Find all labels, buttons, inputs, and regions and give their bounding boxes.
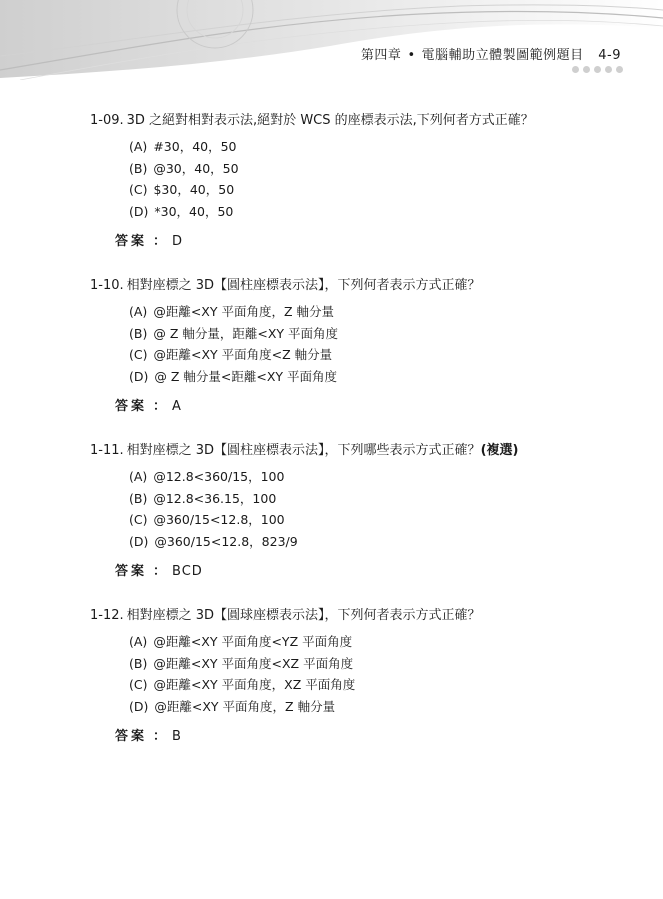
answer-separator: ： — [153, 729, 167, 744]
answer-value: BCD — [172, 564, 203, 579]
option-letter: (C) — [129, 512, 148, 527]
answer-label: 答案 — [115, 729, 148, 744]
answer-value: B — [172, 729, 182, 744]
answer-line — [115, 230, 610, 249]
page-number: 4-9 — [598, 48, 621, 63]
question-stem — [90, 442, 610, 460]
option — [129, 696, 610, 718]
multi-select-note: (複選) — [480, 443, 519, 458]
option-text: *30，40，50 — [154, 203, 234, 219]
question-number: 1-12. — [90, 608, 124, 623]
question-stem — [90, 607, 610, 625]
running-header — [361, 44, 621, 63]
option-text: @距離<XY 平面角度，XZ 平面角度 — [153, 677, 356, 692]
option — [129, 179, 610, 201]
question-stem — [90, 277, 610, 295]
option-text: @ Z 軸分量，距離<XY 平面角度 — [153, 325, 338, 341]
question-number: 1-09. — [90, 113, 124, 128]
option-text: @12.8<36.15，100 — [153, 490, 277, 506]
answer-label: 答案 — [115, 399, 148, 414]
option-text: @360/15<12.8，100 — [153, 512, 285, 527]
answer-label: 答案 — [115, 564, 148, 579]
option — [129, 158, 610, 180]
option-letter: (B) — [129, 490, 148, 506]
option-text: #30，40，50 — [153, 139, 237, 154]
option — [129, 509, 610, 531]
option-letter: (B) — [129, 325, 148, 341]
option — [129, 531, 610, 553]
option — [129, 466, 610, 488]
question-text: 相對座標之 3D【圓柱座標表示法】，下列何者表示方式正確？ — [126, 278, 481, 293]
option-text: @距離<XY 平面角度，Z 軸分量 — [153, 304, 334, 319]
question — [90, 607, 610, 744]
dot-decoration — [572, 66, 579, 73]
question — [90, 112, 610, 249]
option — [129, 323, 610, 345]
question — [90, 277, 610, 414]
option — [129, 344, 610, 366]
option — [129, 653, 610, 675]
question-number: 1-10. — [90, 278, 124, 293]
option — [129, 301, 610, 323]
option-text: @距離<XY 平面角度<XZ 平面角度 — [153, 655, 354, 671]
option — [129, 136, 610, 158]
option-text: @距離<XY 平面角度<Z 軸分量 — [153, 347, 333, 362]
option-text: @12.8<360/15，100 — [153, 469, 285, 484]
option-text: @ Z 軸分量<距離<XY 平面角度 — [154, 368, 338, 384]
option-letter: (D) — [129, 368, 149, 384]
option-text: @30，40，50 — [153, 160, 239, 176]
option-text: @距離<XY 平面角度<YZ 平面角度 — [153, 634, 353, 649]
option-letter: (C) — [129, 677, 148, 692]
question-stem — [90, 112, 610, 130]
option-letter: (D) — [129, 698, 149, 714]
dot-decoration — [583, 66, 590, 73]
option-letter: (A) — [129, 469, 148, 484]
option-letter: (A) — [129, 139, 148, 154]
header-dots — [572, 66, 623, 73]
question-text: 相對座標之 3D【圓柱座標表示法】，下列哪些表示方式正確？ — [126, 443, 481, 458]
question-text: 相對座標之 3D【圓球座標表示法】，下列何者表示方式正確？ — [126, 608, 481, 623]
option-letter: (D) — [129, 533, 149, 549]
header-swirl-decoration — [0, 0, 663, 80]
answer-separator: ： — [153, 399, 167, 414]
answer-separator: ： — [153, 234, 167, 249]
option-letter: (B) — [129, 655, 148, 671]
answer-value: A — [172, 399, 182, 414]
question-number: 1-11. — [90, 443, 124, 458]
option-text: $30，40，50 — [153, 182, 235, 197]
option-letter: (C) — [129, 347, 148, 362]
dot-decoration — [605, 66, 612, 73]
option — [129, 366, 610, 388]
option-letter: (D) — [129, 203, 149, 219]
question-list — [90, 112, 610, 772]
option — [129, 488, 610, 510]
option-letter: (A) — [129, 304, 148, 319]
header-bullet: • — [407, 48, 416, 63]
chapter-label: 第四章 — [360, 48, 402, 63]
option-letter: (A) — [129, 634, 148, 649]
answer-line — [115, 725, 610, 744]
question — [90, 442, 610, 579]
answer-line — [115, 395, 610, 414]
question-text: 3D 之絕對相對表示法,絕對於 WCS 的座標表示法,下列何者方式正確？ — [126, 113, 534, 128]
answer-line — [115, 560, 610, 579]
option-letter: (C) — [129, 182, 148, 197]
option-text: @距離<XY 平面角度，Z 軸分量 — [154, 698, 336, 714]
answer-value: D — [172, 234, 184, 249]
option-letter: (B) — [129, 160, 148, 176]
option — [129, 631, 610, 653]
option — [129, 674, 610, 696]
chapter-title: 電腦輔助立體製圖範例題目 — [421, 48, 584, 63]
answer-label: 答案 — [115, 234, 148, 249]
dot-decoration — [616, 66, 623, 73]
answer-separator: ： — [153, 564, 167, 579]
option — [129, 201, 610, 223]
option-text: @360/15<12.8，823/9 — [154, 533, 298, 549]
dot-decoration — [594, 66, 601, 73]
